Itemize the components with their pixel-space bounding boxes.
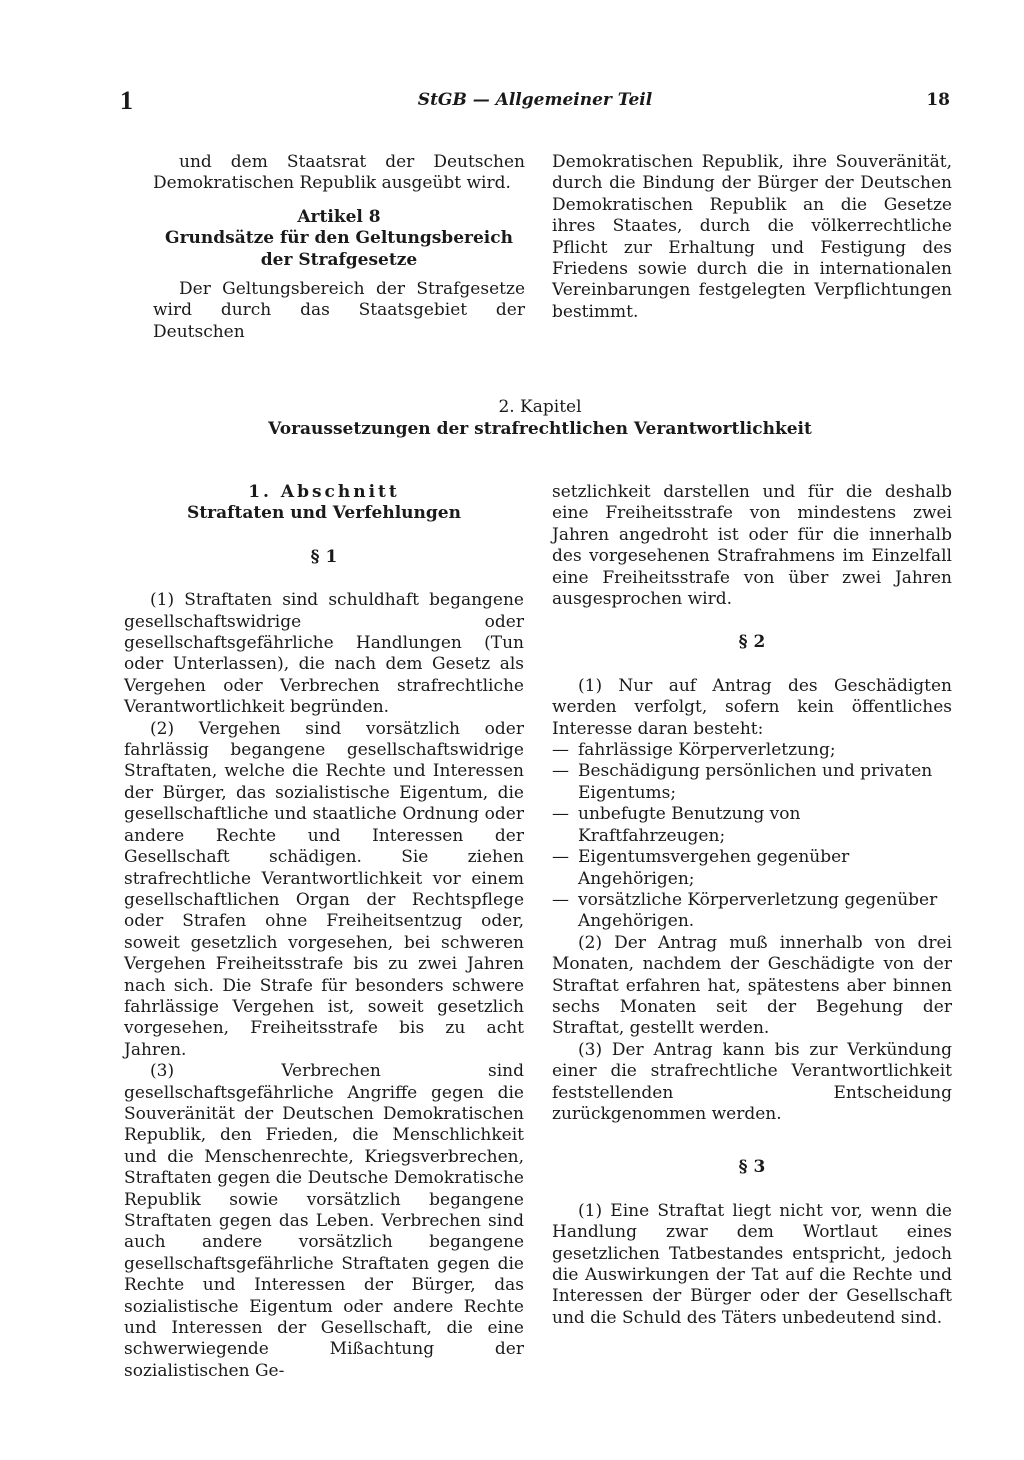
top-left-column <box>153 152 525 343</box>
list-item-text: Eigentumsvergehen gegenüber Angehörigen; <box>578 847 850 889</box>
article-subtitle-line-1: Grundsätze für den Geltungsbereich <box>165 228 513 249</box>
list-item <box>552 740 952 761</box>
top-right-column <box>552 152 952 323</box>
chapter-heading <box>260 396 820 440</box>
list-item <box>552 804 952 847</box>
list-item <box>552 890 952 933</box>
paragraph-1-subsection-3-continuation: setzlichkeit darstellen und für die deshalb eine Freiheitsstrafe von mindestens zwei Jahren angedroht ist oder für die innerhalb des vorgesehenen Strafrahmens im Einzelfall eine Freiheitsstrafe von über zwei Jahren ausgesprochen wird. <box>552 482 952 610</box>
paragraph-2-subsection-2: (2) Der Antrag muß innerhalb von drei Monaten, nachdem der Geschädigte von der Straftat erfahren hat, spätestens aber binnen sechs Monaten seit der Begehung der Straftat, gestellt werden. <box>552 932 952 1039</box>
paragraph-1-heading: § 1 <box>310 546 338 567</box>
paragraph-2-heading: § 2 <box>738 632 766 653</box>
section-label: 1. Abschnitt <box>248 482 400 502</box>
right-column <box>552 482 952 1329</box>
dash-marker: — <box>552 889 569 910</box>
chapter-label: 2. Kapitel <box>498 397 582 417</box>
list-item-text: unbefugte Benutzung von Kraftfahrzeugen; <box>578 804 801 846</box>
page-header <box>120 86 950 116</box>
article-8-continuation: Demokratischen Republik, ihre Souveränität, durch die Bindung der Bürger der Deutschen Demokratischen Republik an die Gesetze ihres Staates, durch die völkerrechtliche Pflicht zur Erhaltung und Festigung des Friedens sowie durch die in internationalen Vereinbarungen festgelegten Verpflichtungen bestimmt. <box>552 152 952 322</box>
article-subtitle-line-2: der Strafgesetze <box>260 249 418 270</box>
list-item-text: Beschädigung persönlichen und privaten Eigentums; <box>578 761 933 803</box>
left-column <box>124 482 524 1382</box>
running-title: StGB — Allgemeiner Teil <box>417 90 653 110</box>
paragraph-1-subsection-2: (2) Vergehen sind vorsätzlich oder fahrlässig begangene gesellschaftswidrige Straftaten, welche die Rechte und Interessen der Bürger, das sozialistische Eigentum, die gesellschaftliche und staatliche Ordnung oder andere Rechte und Interessen der Gesellschaft schädigen. Sie ziehen strafrechtliche Verantwortlichkeit vor einem gesellschaftlichen Organ der Rechtspflege oder Strafen ohne Freiheitsentzug oder, soweit gesetzlich vorgesehen, bei schweren Vergehen Freiheitsstrafe bis zu zwei Jahren nach sich. Die Strafe für besonders schwere fahrlässige Vergehen ist, soweit gesetzlich vorgesehen, Freiheitsstrafe bis zu acht Jahren. <box>124 718 524 1060</box>
paragraph-2-subsection-1: (1) Nur auf Antrag des Geschädigten werden verfolgt, sofern kein öffentliches Interesse daran besteht: <box>552 675 952 739</box>
paragraph-1-subsection-1: (1) Straftaten sind schuldhaft begangene gesellschaftswidrige oder gesellschaftsgefährliche Handlungen (Tun oder Unterlassen), die nach dem Gesetz als Vergehen oder Verbrechen strafrechtliche Verantwortlichkeit begründen. <box>124 590 524 718</box>
paragraph-2-subsection-3: (3) Der Antrag kann bis zur Verkündung einer die strafrechtliche Verantwortlichkeit feststellenden Entscheidung zurückgenommen werden. <box>552 1039 952 1124</box>
paragraph-1-subsection-3: (3) Verbrechen sind gesellschaftsgefährliche Angriffe gegen die Souveränität der Deutschen Demokratischen Republik, den Frieden, die Menschlichkeit und die Menschenrechte, Kriegsverbrechen, Straftaten gegen die Deutsche Demokratische Republik sowie vorsätzlich begangene Straftaten gegen das Leben. Verbrechen sind auch andere vorsätzlich begangene gesellschaftsgefährliche Straftaten gegen die Rechte und Interessen der Bürger, das sozialistische Eigentum oder andere Rechte und Interessen der Gesellschaft, die eine schwerwiegende Mißachtung der sozialistischen Ge- <box>124 1061 524 1381</box>
dash-marker: — <box>552 740 569 761</box>
paragraph-3-subsection-1: (1) Eine Straftat liegt nicht vor, wenn die Handlung zwar dem Wortlaut eines gesetzlichen Tatbestandes entspricht, jedoch die Auswirkungen der Tat auf die Rechte und Interessen der Bürger oder der Gesellschaft und die Schuld des Täters unbedeutend sind. <box>552 1200 952 1328</box>
list-item-text: fahrlässige Körperverletzung; <box>578 740 836 761</box>
list-item <box>552 761 952 804</box>
dash-marker: — <box>552 761 569 782</box>
chapter-title: Voraussetzungen der strafrechtlichen Verantwortlichkeit <box>268 419 812 439</box>
article-heading: Artikel 8 <box>297 206 381 227</box>
section-title: Straftaten und Verfehlungen <box>187 503 461 524</box>
list-item <box>552 847 952 890</box>
list-item-text: vorsätzliche Körperverletzung gegenüber Angehörigen. <box>578 889 938 932</box>
dash-marker: — <box>552 804 569 825</box>
page-number: 18 <box>926 90 950 110</box>
article-7-ending: und dem Staatsrat der Deutschen Demokratischen Republik ausgeübt wird. <box>153 152 525 194</box>
paragraph-3-heading: § 3 <box>738 1157 766 1178</box>
dash-marker: — <box>552 847 569 868</box>
article-8-text: Der Geltungsbereich der Strafgesetze wird durch das Staatsgebiet der Deutschen <box>153 279 525 342</box>
chapter-number: 1 <box>120 86 133 115</box>
